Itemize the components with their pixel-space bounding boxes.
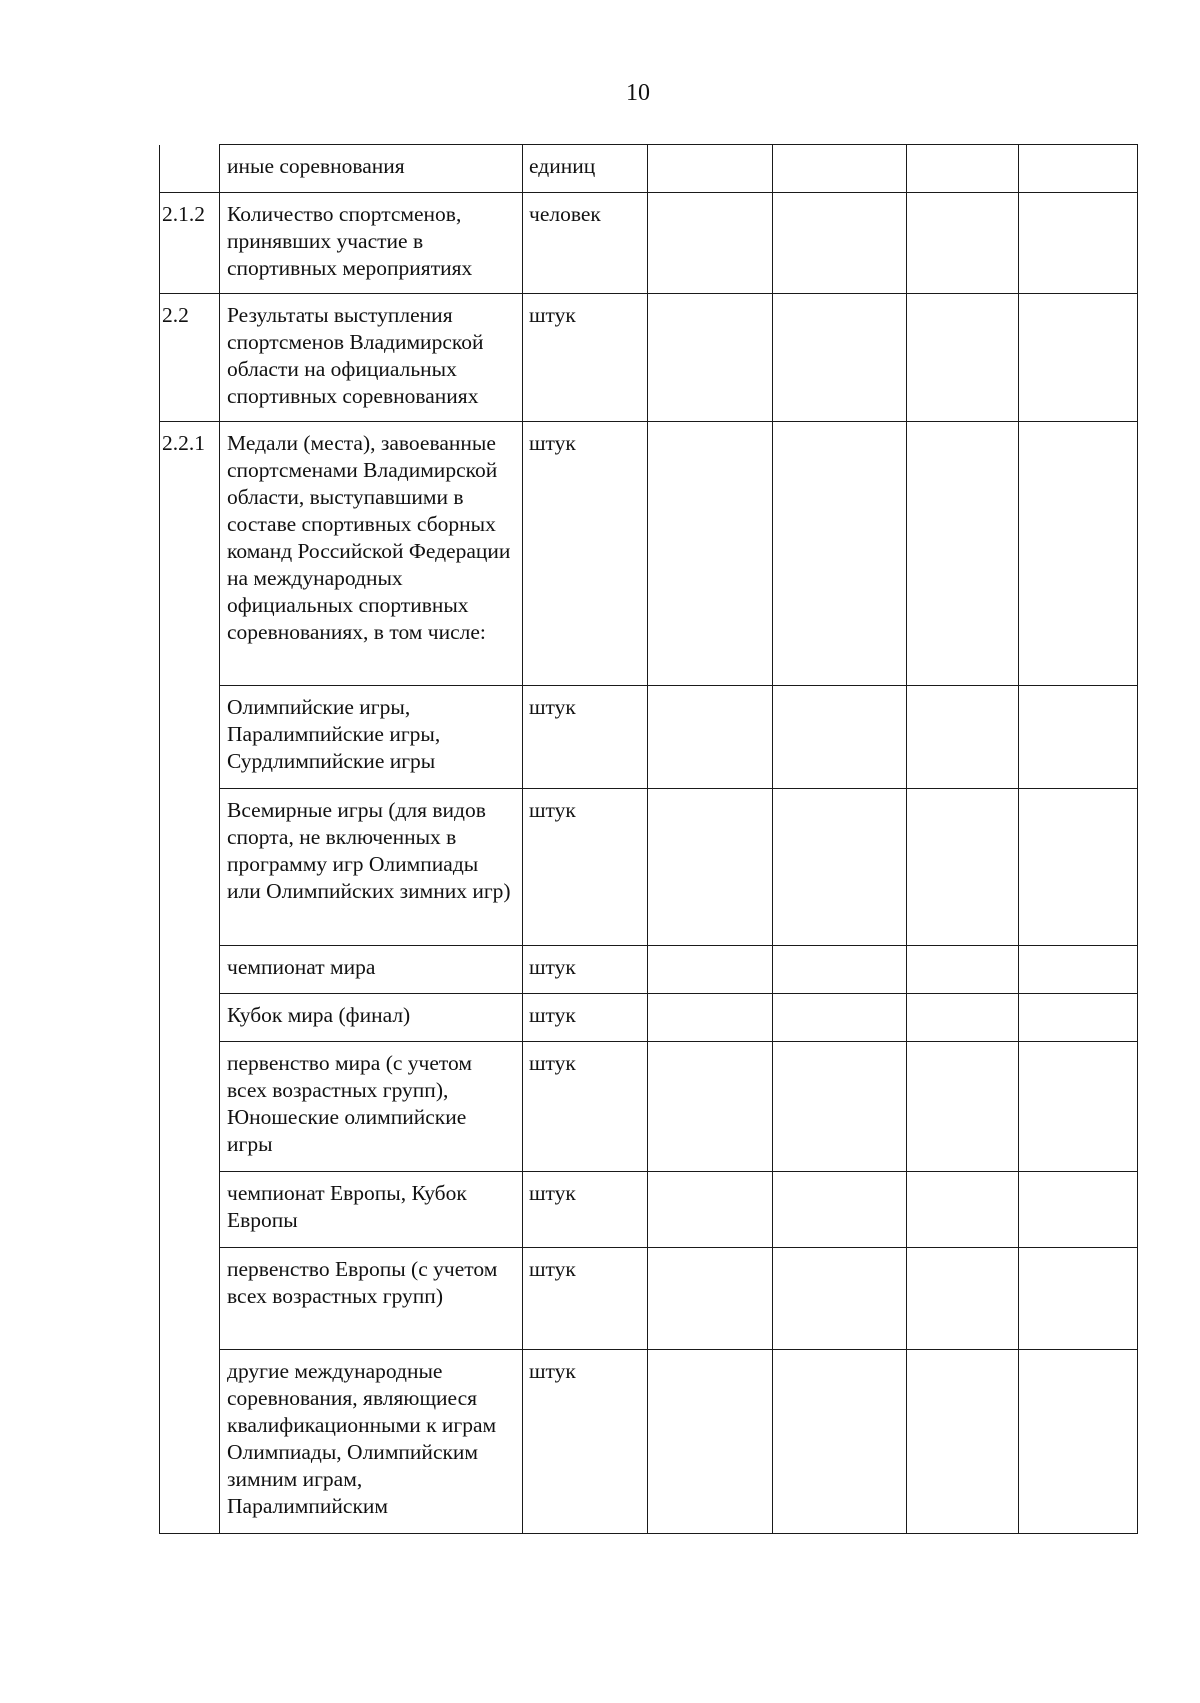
table-row [160,1172,1138,1248]
value-cell [773,1042,907,1172]
indicator-name: Количество спортсменов, принявших участие в спортивных мероприятиях [220,193,523,294]
table-row [160,422,1138,686]
value-cell [648,193,773,294]
value-cell [773,686,907,789]
indicator-name: иные соревнования [220,145,523,193]
value-cell [648,1172,773,1248]
table-row [160,1350,1138,1534]
row-number [160,994,220,1042]
unit-of-measure: штук [523,1042,648,1172]
value-cell [773,1350,907,1534]
table-row [160,193,1138,294]
value-cell [907,1248,1019,1350]
value-cell [1019,193,1138,294]
value-cell [1019,994,1138,1042]
row-number: 2.1.2 [160,193,220,294]
table-row [160,1248,1138,1350]
value-cell [648,1350,773,1534]
table-row [160,294,1138,422]
value-cell [907,946,1019,994]
value-cell [907,1042,1019,1172]
table-row [160,145,1138,193]
row-number [160,789,220,946]
indicator-name: Результаты выступления спортсменов Владимирской области на официальных спортивных соревнованиях [220,294,523,422]
unit-of-measure: человек [523,193,648,294]
table-row [160,946,1138,994]
unit-of-measure: штук [523,1172,648,1248]
value-cell [907,789,1019,946]
value-cell [773,789,907,946]
value-cell [1019,422,1138,686]
value-cell [773,1248,907,1350]
value-cell [1019,1172,1138,1248]
unit-of-measure: штук [523,422,648,686]
value-cell [907,1350,1019,1534]
row-number [160,1172,220,1248]
unit-of-measure: единиц [523,145,648,193]
value-cell [773,145,907,193]
row-number [160,145,220,193]
value-cell [648,1248,773,1350]
value-cell [773,294,907,422]
unit-of-measure: штук [523,294,648,422]
indicator-name: другие международные соревнования, являющиеся квалификационными к играм Олимпиады, Олимпийским зимним играм, Паралимпийским [220,1350,523,1534]
value-cell [907,193,1019,294]
value-cell [1019,1248,1138,1350]
value-cell [907,994,1019,1042]
unit-of-measure: штук [523,686,648,789]
indicator-name: первенство Европы (с учетом всех возрастных групп) [220,1248,523,1350]
table-row [160,686,1138,789]
value-cell [773,422,907,686]
value-cell [648,946,773,994]
value-cell [773,1172,907,1248]
value-cell [648,994,773,1042]
indicator-name: Олимпийские игры, Паралимпийские игры, Сурдлимпийские игры [220,686,523,789]
value-cell [773,946,907,994]
value-cell [648,294,773,422]
value-cell [907,686,1019,789]
row-number [160,1248,220,1350]
indicator-name: чемпионат Европы, Кубок Европы [220,1172,523,1248]
value-cell [648,145,773,193]
value-cell [1019,294,1138,422]
indicator-name: первенство мира (с учетом всех возрастных групп), Юношеские олимпийские игры [220,1042,523,1172]
unit-of-measure: штук [523,789,648,946]
value-cell [907,1172,1019,1248]
value-cell [648,789,773,946]
indicator-name: Всемирные игры (для видов спорта, не включенных в программу игр Олимпиады или Олимпийских зимних игр) [220,789,523,946]
value-cell [648,422,773,686]
row-number [160,1350,220,1534]
unit-of-measure: штук [523,946,648,994]
row-number [160,686,220,789]
value-cell [907,145,1019,193]
value-cell [907,422,1019,686]
value-cell [1019,1350,1138,1534]
value-cell [773,994,907,1042]
indicator-name: Кубок мира (финал) [220,994,523,1042]
table-row [160,1042,1138,1172]
statistics-table [159,144,1138,1534]
value-cell [1019,946,1138,994]
table-row [160,994,1138,1042]
value-cell [648,1042,773,1172]
row-number: 2.2.1 [160,422,220,686]
value-cell [1019,1042,1138,1172]
row-number [160,946,220,994]
value-cell [1019,789,1138,946]
unit-of-measure: штук [523,1248,648,1350]
unit-of-measure: штук [523,1350,648,1534]
value-cell [773,193,907,294]
page-number: 10 [626,80,650,106]
value-cell [648,686,773,789]
table-row [160,789,1138,946]
value-cell [1019,686,1138,789]
value-cell [1019,145,1138,193]
indicator-name: Медали (места), завоеванные спортсменами Владимирской области, выступавшими в составе спортивных сборных команд Российской Федерации на международных официальных спортивных соревнованиях, в том числе: [220,422,523,686]
indicator-name: чемпионат мира [220,946,523,994]
row-number [160,1042,220,1172]
row-number: 2.2 [160,294,220,422]
unit-of-measure: штук [523,994,648,1042]
value-cell [907,294,1019,422]
